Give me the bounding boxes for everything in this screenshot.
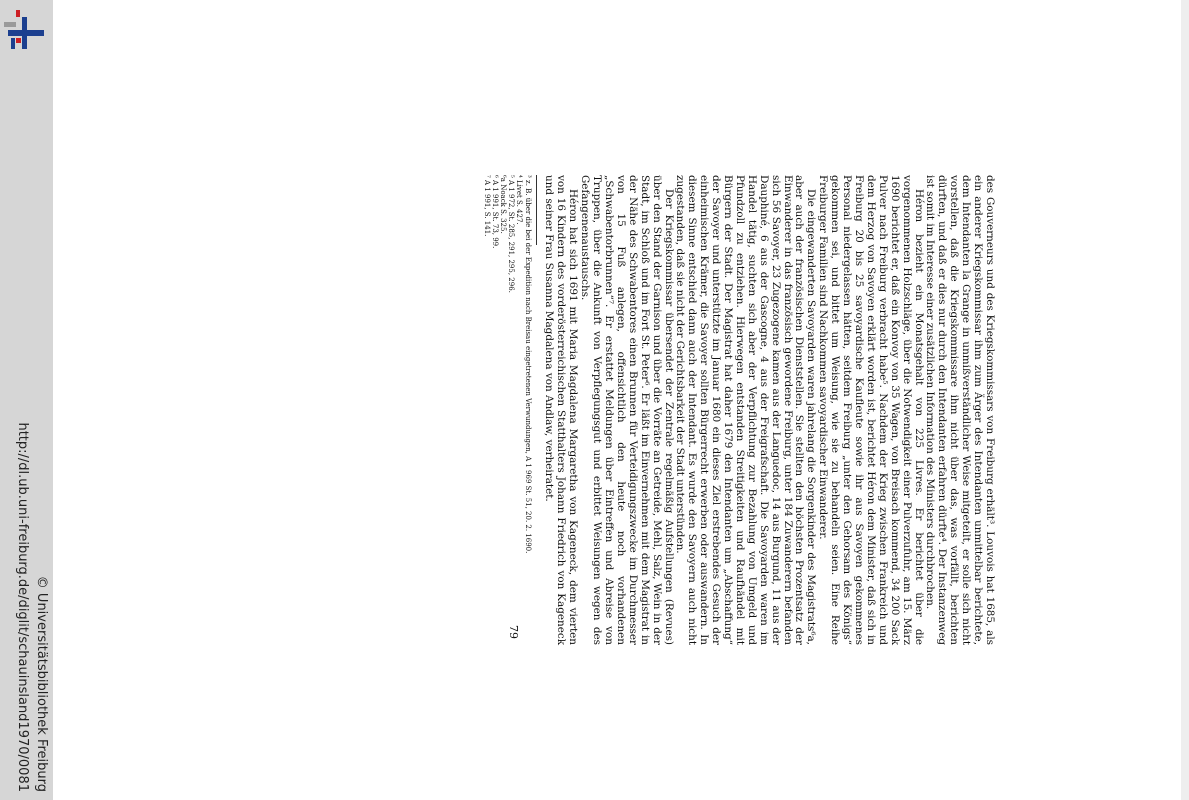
page-edge — [1181, 0, 1189, 800]
paragraph: Héron bezieht ein Monatsgehalt von 225 Livres. Er berichtet über die vorgenommenen Holzschläge, über die Notwendigkeit einer Pulverzufuhr, am 15. März 1690 berichtet er, daß ein Konvoy von 35 Wagen, von Breisach kommend, 34 200 Sack Pulver nach Freiburg verbracht habe⁵. Nachdem der Krieg zwischen Frankreich und dem Herzog von Savoyen erklärt worden ist, berichtet Héron dem Minister, daß sich in Freiburg 20 bis 25 savoyardische Kaufleute sowie ihr aus Savoyen gekommenes Personal niedergelassen hätten, seitdem Freiburg „unter den Gehorsam des Königs“ gekommen sei, und bittet um Weisung, wie sie zu behandeln seien. Eine Reihe Freiburger Familien sind Nachkommen savoyardischer Einwanderer. — [817, 175, 925, 645]
footnote: ⁶a Noack S. 325. — [498, 175, 507, 234]
footnote: ⁵ A 1 972, St. 285, 291, 295, 296. — [507, 175, 516, 293]
page-body — [543, 175, 995, 645]
footnote: ⁶ A 1 991, St. 73, 99. — [490, 175, 499, 249]
footnote: ⁷ A 1 991, S. 141. — [482, 175, 491, 237]
viewer-sidebar — [0, 0, 53, 800]
paragraph: Die eingewanderten Savoyarden waren jahrelang die Sorgenkinder des Magistrats⁶a, aber auch der französischen Dienststellen. Sie stellten den höchsten Prozentsatz der Einwanderer in das französisch gewordene Freiburg, unter 184 Zuwanderern befanden sich 56 Savoyer, 23 Zugezogene kamen aus der Languedoc, 14 aus Burgund, 11 aus der Dauphiné, 6 aus der Gascogne, 4 aus der Freigrafschaft. Die Savoyarden waren im Handel tätig, suchten sich aber der Verpflichtung zur Bezahlung von Umgeld und Pfundzoll zu entziehen. Hierwegen entstanden Streitigkeiten und Raufhändel mit Bürgern der Stadt. Der Magistrat hat daher 1679 den Intendanten um „Abschaffung“ der Savoyer und unterstützte im Januar 1680 ein dieses Ziel erstrebendes Gesuch der einheimischen Krämer, die Savoyer sollten Bürgerrecht erwerben oder auswandern. In diesem Sinne entschied dann auch der Intendant. Es wurde den Savoyern auch nicht zugestanden, daß sie nicht der Gerichtsbarkeit der Stadt unterstünden. — [674, 175, 818, 645]
sidebar-rotated-text — [0, 0, 53, 800]
copyright-notice: © Universitätsbibliothek Freiburg — [34, 575, 49, 792]
document-url[interactable]: http://dl.ub.uni-freiburg.de/diglit/schauinsland1970/0081 — [15, 422, 30, 792]
footnotes — [482, 175, 531, 645]
paragraph: Der Kriegskommissar übersendet der Zentrale regelmäßig Aufstellungen (Revues) über den Stand der Garnison und über die Vorräte an Getreide, Mehl, Salz, Wein in der Stadt, im Schloß und im Fort St. Peter⁶. Er läßt im Einvernehmen mit dem Magistrat in der Nähe des Schwabentores einen Brunnen für Verteidigungszwecke im Durchmesser von 15 Fuß anlegen, offensichtlich den heute noch vorhandenen „Schwabentorbrunnen“⁷. Er erstattet Meldungen über Eintreffen und Abreise von Truppen, über die Ankunft von Verpflegungsgut und erbittet Weisungen wegen des Gefangenenaustauschs. — [579, 175, 675, 645]
footnote: ⁴ Livet S. 427. — [515, 175, 524, 225]
scanned-page — [225, 175, 995, 645]
footnote-separator — [536, 175, 537, 245]
paragraph: des Gouverneurs und des Kriegskommissars von Freiburg erhält³. Louvois hat 1685, als ein anderer Kriegskommissar ihm zum Ärger des Intendanten unmittelbar berichtete, dem Intendanten la Grange in unmißverständlicher Weise mitgeteilt, er solle sich nicht vorstellen, daß die Kriegskommissare ihm nicht über das, was vorfällt, berichten dürften, und daß er dies nur durch den Intendanten erfahren dürfte⁴. Der Instanzenweg ist somit im Interesse einer zusätzlichen Information des Ministers durchbrochen. — [924, 175, 996, 645]
page-number: 79 — [507, 625, 520, 639]
paragraph: Héron hat sich 1691 mit Maria Magdalena Margaretha von Kageneck, dem vierten von 16 Kindern des vorderösterreichischen Statthalters Johann Friedrich von Kageneck und seiner Frau Susanna Magdalena von Andlaw, verheiratet. — [543, 175, 580, 645]
footnote: ³ z. B. über die bei der Expedition nach Breisau eingetretenen Verwundungen, A 1 969 St. 51, 20. 2. 1690. — [523, 175, 532, 554]
